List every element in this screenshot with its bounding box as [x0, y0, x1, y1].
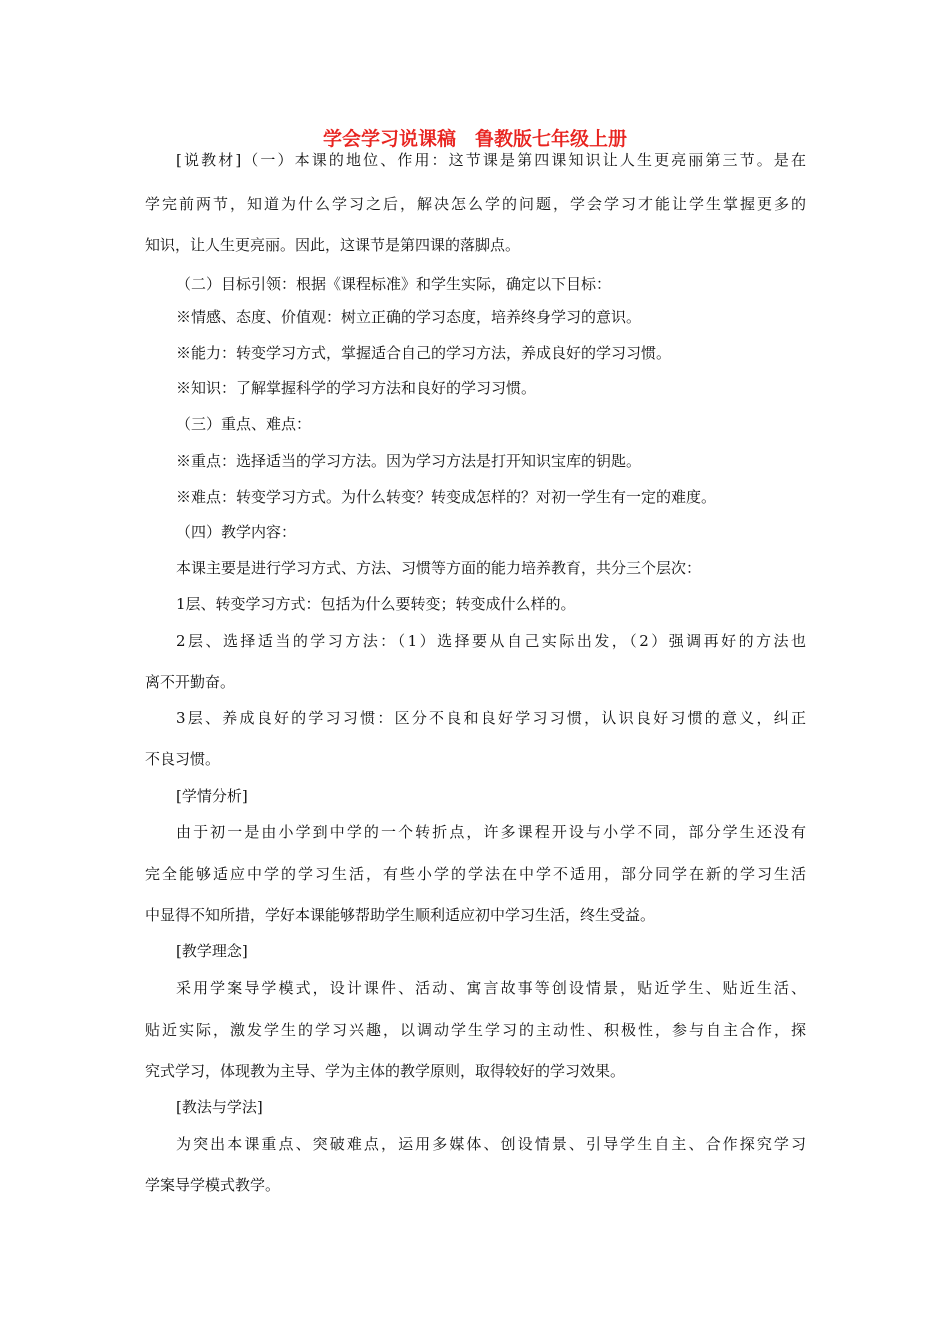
paragraph-line: 不良习惯。: [145, 750, 221, 768]
paragraph-line: 采用学案导学模式，设计课件、活动、寓言故事等创设情景，贴近学生、贴近生活、: [176, 979, 806, 997]
paragraph-line: 3层、养成良好的学习习惯：区分不良和良好学习习惯，认识良好习惯的意义，纠正: [176, 709, 806, 727]
paragraph-line: ※情感、态度、价值观：树立正确的学习态度，培养终身学习的意识。: [176, 308, 642, 326]
paragraph-line: （四）教学内容：: [176, 523, 297, 541]
paragraph-line: [教法与学法]: [176, 1098, 263, 1116]
paragraph-line: 为突出本课重点、突破难点，运用多媒体、创设情景、引导学生自主、合作探究学习: [176, 1135, 806, 1153]
paragraph-line: 离不开勤奋。: [145, 673, 236, 691]
paragraph-line: 知识，让人生更亮丽。因此，这课节是第四课的落脚点。: [145, 236, 521, 254]
paragraph-line: [学情分析]: [176, 787, 248, 805]
paragraph-line: 1层、转变学习方式：包括为什么要转变；转变成什么样的。: [176, 595, 576, 613]
document-title: 学会学习说课稿 鲁教版七年级上册: [322, 128, 627, 150]
paragraph-line: 贴近实际，激发学生的学习兴趣，以调动学生学习的主动性、积极性，参与自主合作，探: [145, 1021, 806, 1039]
paragraph-line: 2层、选择适当的学习方法：（1）选择要从自己实际出发，（2）强调再好的方法也: [176, 632, 806, 650]
paragraph-line: 究式学习，体现教为主导、学为主体的教学原则，取得较好的学习效果。: [145, 1062, 626, 1080]
paragraph-line: 中显得不知所措，学好本课能够帮助学生顺利适应初中学习生活，终生受益。: [145, 906, 656, 924]
paragraph-line: 本课主要是进行学习方式、方法、习惯等方面的能力培养教育，共分三个层次：: [176, 559, 702, 577]
paragraph-line: （二）目标引领：根据《课程标准》和学生实际，确定以下目标：: [176, 275, 612, 293]
paragraph-line: 由于初一是由小学到中学的一个转折点，许多课程开设与小学不同，部分学生还没有: [176, 823, 806, 841]
paragraph-line: 学案导学模式教学。: [145, 1176, 281, 1194]
paragraph-line: （三）重点、难点：: [176, 415, 312, 433]
paragraph-line: ※重点：选择适当的学习方法。因为学习方法是打开知识宝库的钥匙。: [176, 452, 642, 470]
paragraph-line: ※知识：了解掌握科学的学习方法和良好的学习习惯。: [176, 379, 537, 397]
paragraph-line: [说教材]（一）本课的地位、作用：这节课是第四课知识让人生更亮丽第三节。是在: [176, 151, 806, 169]
paragraph-line: ※能力：转变学习方式，掌握适合自己的学习方法，养成良好的学习习惯。: [176, 344, 672, 362]
paragraph-line: 完全能够适应中学的学习生活，有些小学的学法在中学不适用，部分同学在新的学习生活: [145, 865, 806, 883]
paragraph-line: 学完前两节，知道为什么学习之后，解决怎么学的问题，学会学习才能让学生掌握更多的: [145, 195, 806, 213]
paragraph-line: ※难点：转变学习方式。为什么转变？转变成怎样的？对初一学生有一定的难度。: [176, 488, 717, 506]
paragraph-line: [教学理念]: [176, 942, 248, 960]
